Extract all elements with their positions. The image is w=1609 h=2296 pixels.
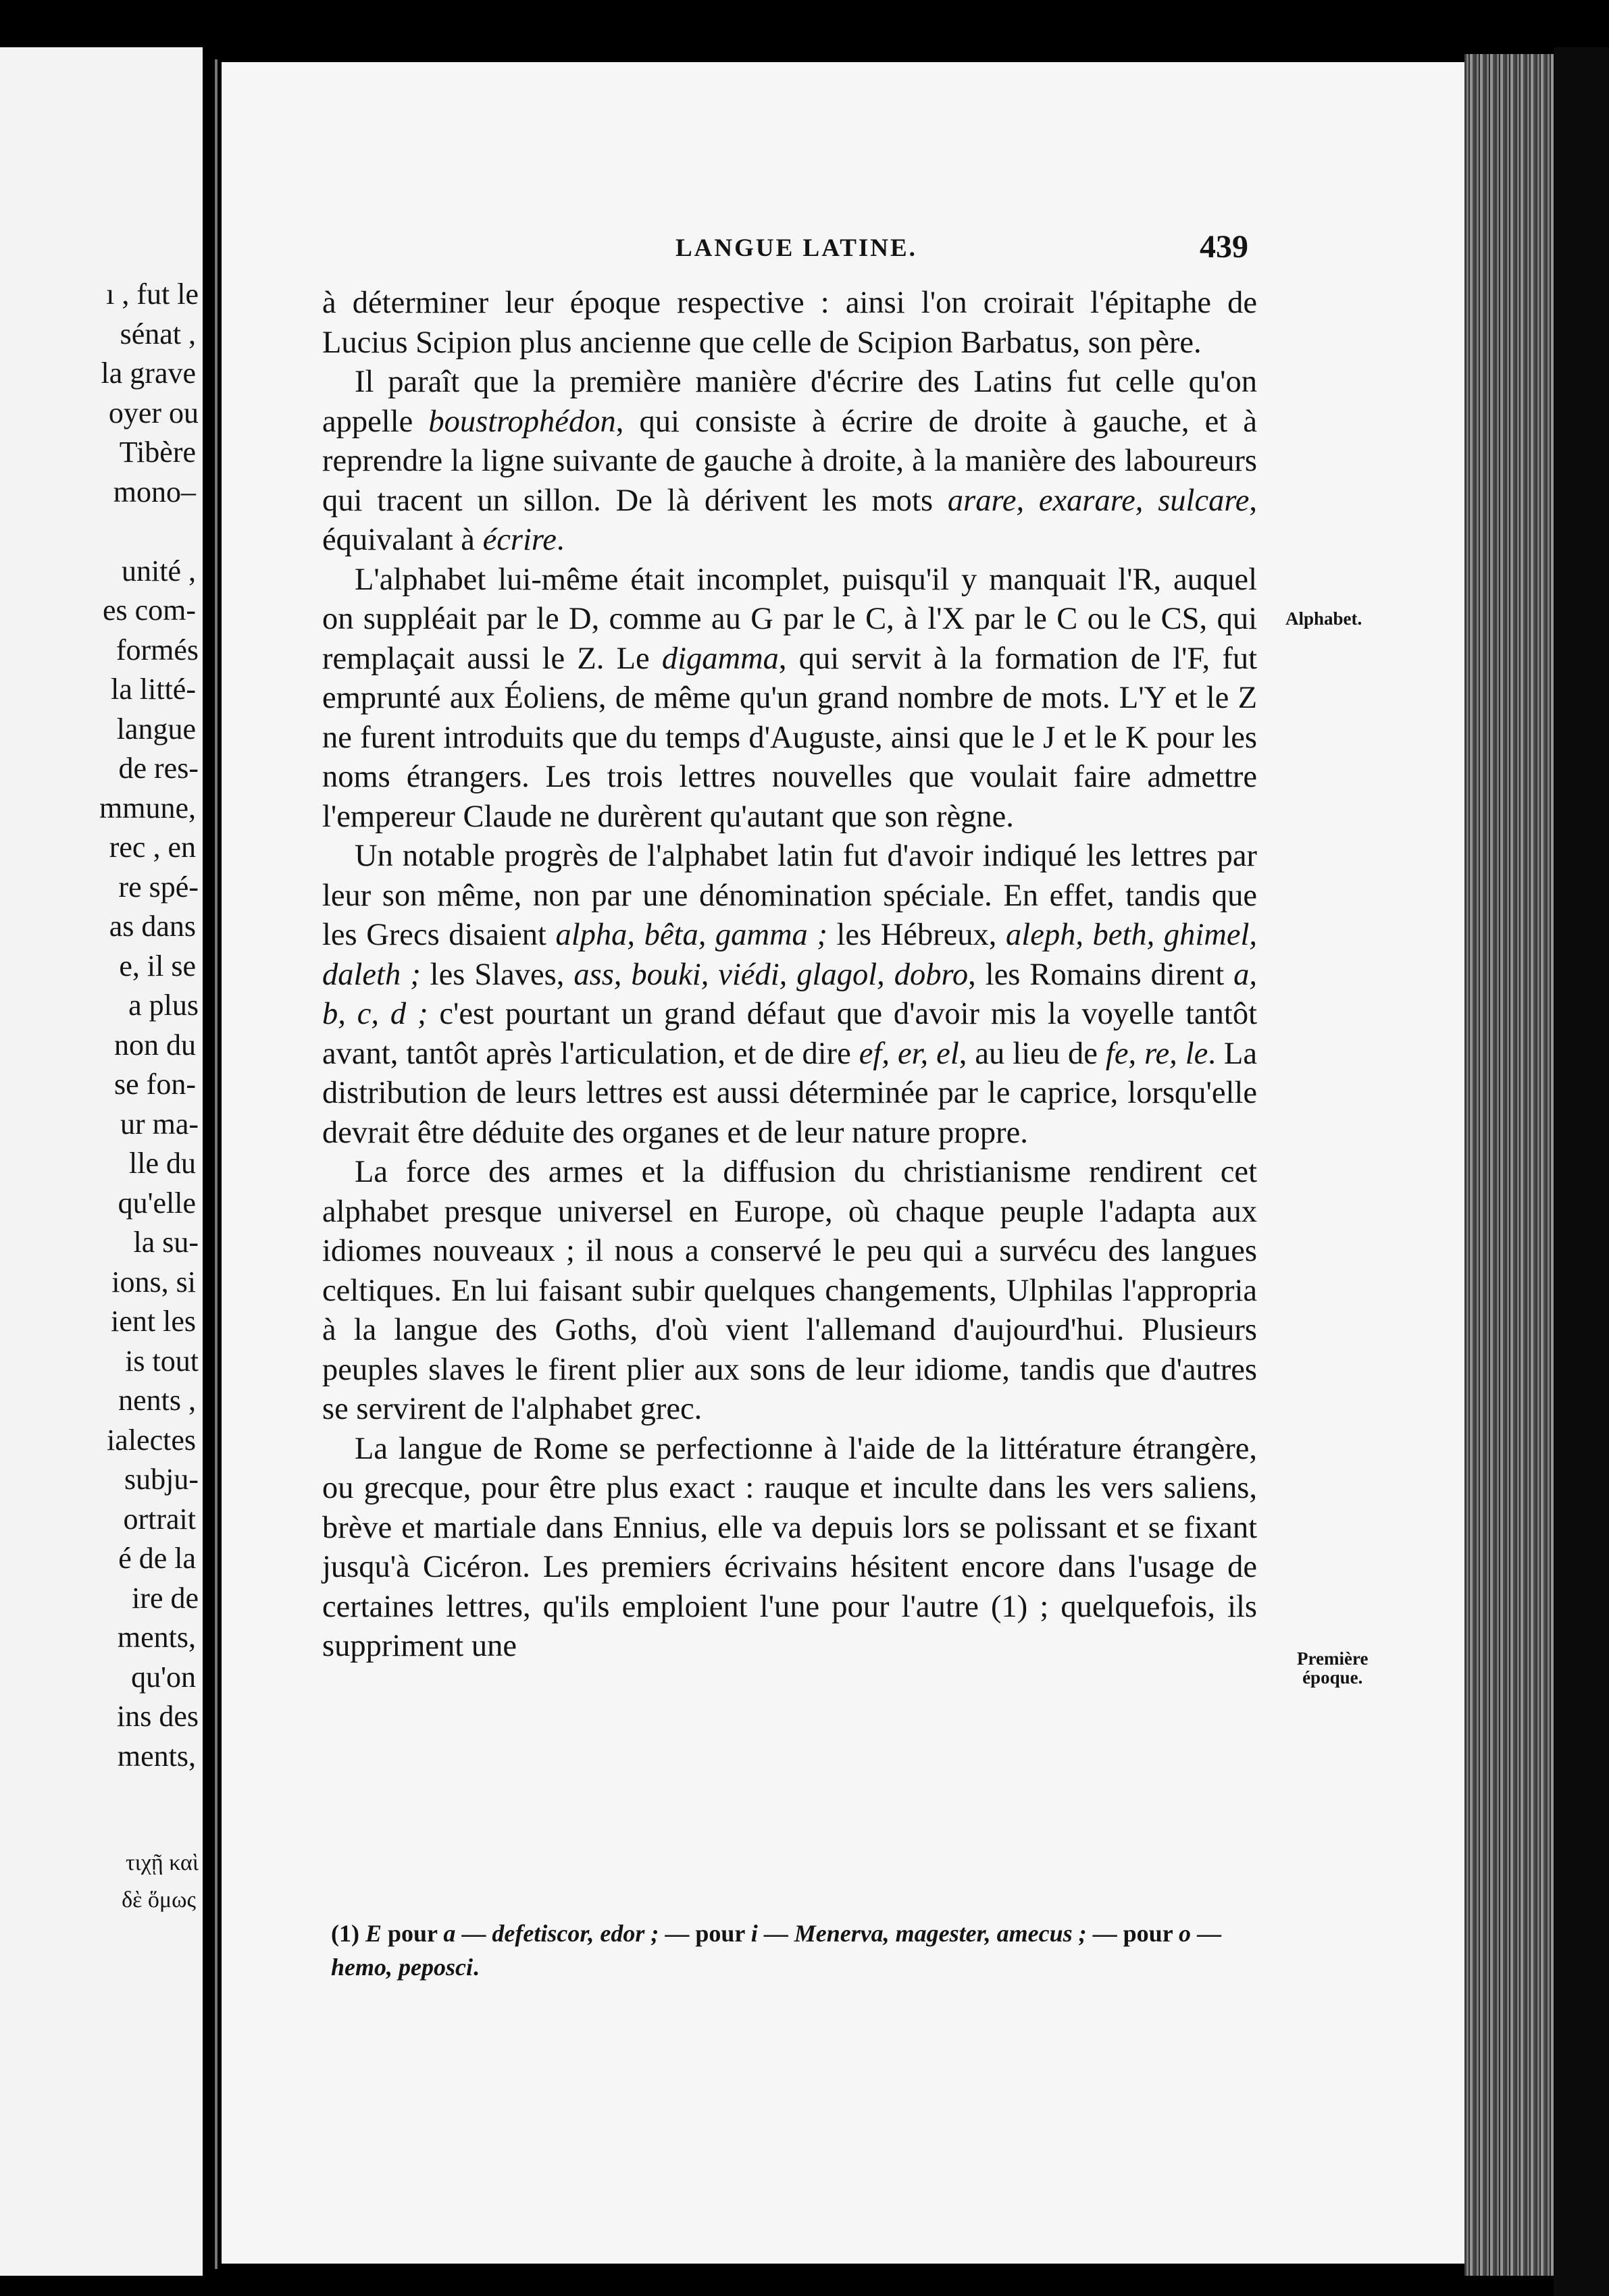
facing-page-line: formés (116, 633, 199, 667)
page-number: 439 (1200, 229, 1248, 265)
book-cover-edge (1554, 47, 1609, 2296)
facing-page-line: δὲ ὅμως (122, 1887, 196, 1912)
paragraph: à déterminer leur époque respective : ainsi l'on croirait l'épitaphe de Lucius Scipion plus ancienne que celle de Scipion Barbatus, son père. (322, 286, 1257, 360)
main-text (322, 284, 1257, 1667)
paragraph: La force des armes et la diffusion du christianisme rendirent cet alphabet presque universel en Europe, où chaque peuple l'adapta aux idiomes nouveaux ; il nous a conservé le peu qui a survécu des langues celtiques. En lui faisant subir quelques changements, Ulphilas l'appropria à la langue des Goths, d'où vient l'allemand d'aujourd'hui. Plusieurs peuples slaves le firent plier aux sons de leur idiome, tandis que d'autres se servirent de l'alphabet grec. (322, 1155, 1257, 1426)
facing-page-line: is tout (125, 1344, 199, 1378)
facing-page-line: ortrait (123, 1502, 196, 1536)
footnote: (1) E pour a — defetiscor, edor ; — pour i — Menerva, magester, amecus ; — pour o — hemo, peposci. (331, 1920, 1222, 1981)
facing-page-line: oyer ou (108, 396, 199, 429)
paragraph: Il paraît que la première manière d'écrire des Latins fut celle qu'on appelle boustrophédon, qui consiste à écrire de droite à gauche, et à reprendre la ligne suivante de gauche à droite, à la manière des laboureurs qui tracent un sillon. De là dérivent les mots arare, exarare, sulcare, équivalant à écrire. (322, 365, 1257, 557)
facing-page-line: la grave (101, 357, 196, 390)
facing-page-line: é de la (118, 1542, 196, 1575)
facing-page-line: se fon- (114, 1068, 196, 1101)
margin-note-premiere-epoque (1297, 1649, 1368, 1687)
book-page-edges (1464, 54, 1566, 2276)
paragraph: Un notable progrès de l'alphabet latin fut d'avoir indiqué les lettres par leur son même, non par une dénomination spéciale. En effet, tandis que les Grecs disaient alpha, bêta, gamma ; les Hébreux, aleph, beth, ghimel, daleth ; les Slaves, ass, bouki, viédi, glagol, dobro, les Romains dirent a, b, c, d ; c'est pourtant un grand défaut que d'avoir mis la voyelle tantôt avant, tantôt après l'articulation, et de dire ef, er, el, au lieu de fe, re, le. La distribution de leurs lettres est aussi déterminée par le caprice, lorsqu'elle devrait être déduite des organes et de leur nature propre. (322, 839, 1258, 1150)
facing-page-line: qu'on (131, 1660, 196, 1694)
facing-page-line: ı , fut le (106, 278, 199, 311)
facing-page-line: la litté- (111, 673, 196, 706)
facing-page-line: ur ma- (120, 1107, 199, 1141)
facing-page-line: unité , (122, 554, 196, 588)
facing-page-line: es com- (102, 594, 196, 627)
facing-page-line: sénat , (120, 317, 196, 350)
facing-page-line: Tibère (119, 436, 196, 469)
margin-note-alphabet: Alphabet. (1285, 608, 1362, 629)
facing-page-line: la su- (133, 1226, 199, 1259)
margin-note-line: Première (1297, 1648, 1369, 1669)
paragraph: L'alphabet lui-même était incomplet, puisqu'il y manquait l'R, auquel on suppléait par le D, comme au G par le C, à l'X par le C ou le CS, qui remplaçait aussi le Z. Le digamma, qui servit à la formation de l'F, fut emprunté aux Éoliens, de même qu'un grand nombre de mots. L'Y et le Z ne furent introduits que du temps d'Auguste, ainsi que le J et le K pour les noms étrangers. Les trois lettres nouvelles que voulait faire admettre l'empereur Claude ne durèrent qu'autant que son règne. (322, 562, 1257, 834)
facing-page-line: qu'elle (118, 1186, 196, 1220)
facing-page-line: non du (114, 1028, 196, 1062)
facing-page-line: nents , (118, 1384, 196, 1417)
gutter-line (215, 59, 218, 2269)
facing-page-line: lle du (129, 1147, 196, 1180)
facing-page-line: ments, (117, 1739, 196, 1773)
facing-page-line: mmune, (99, 791, 196, 825)
facing-page-line: langue (116, 712, 196, 746)
facing-page-fragment (0, 47, 203, 2276)
facing-page-line: as dans (109, 910, 196, 943)
facing-page-line: mono– (113, 475, 196, 508)
facing-page-line: rec , en (109, 831, 196, 864)
facing-page-line: e, il se (119, 949, 196, 983)
facing-page-line: τιχῇ καὶ (126, 1850, 199, 1875)
facing-page-line: re spé- (118, 870, 199, 904)
facing-page-line: ient les (111, 1305, 196, 1338)
facing-page-line: ire de (132, 1581, 199, 1615)
facing-page-line: ialectes (107, 1423, 196, 1457)
facing-page-line: a plus (128, 989, 199, 1022)
running-head: LANGUE LATINE. (675, 234, 917, 262)
facing-page-line: ins des (117, 1700, 199, 1733)
facing-page-line: de res- (118, 752, 199, 785)
margin-note-line: époque. (1302, 1667, 1363, 1688)
facing-page-line: ions, si (111, 1265, 196, 1299)
facing-page-line: ments, (117, 1621, 196, 1654)
facing-page-line: subju- (124, 1463, 199, 1496)
paragraph: La langue de Rome se perfectionne à l'aide de la littérature étrangère, ou grecque, pour être plus exact : rauque et inculte dans les vers saliens, brève et martiale dans Ennius, elle va depuis lors se polissant et se fixant jusqu'à Cicéron. Les premiers écrivains hésitent encore dans l'usage de certaines lettres, qu'ils emploient l'une pour l'autre (1) ; quelquefois, ils suppriment une (322, 1431, 1257, 1663)
